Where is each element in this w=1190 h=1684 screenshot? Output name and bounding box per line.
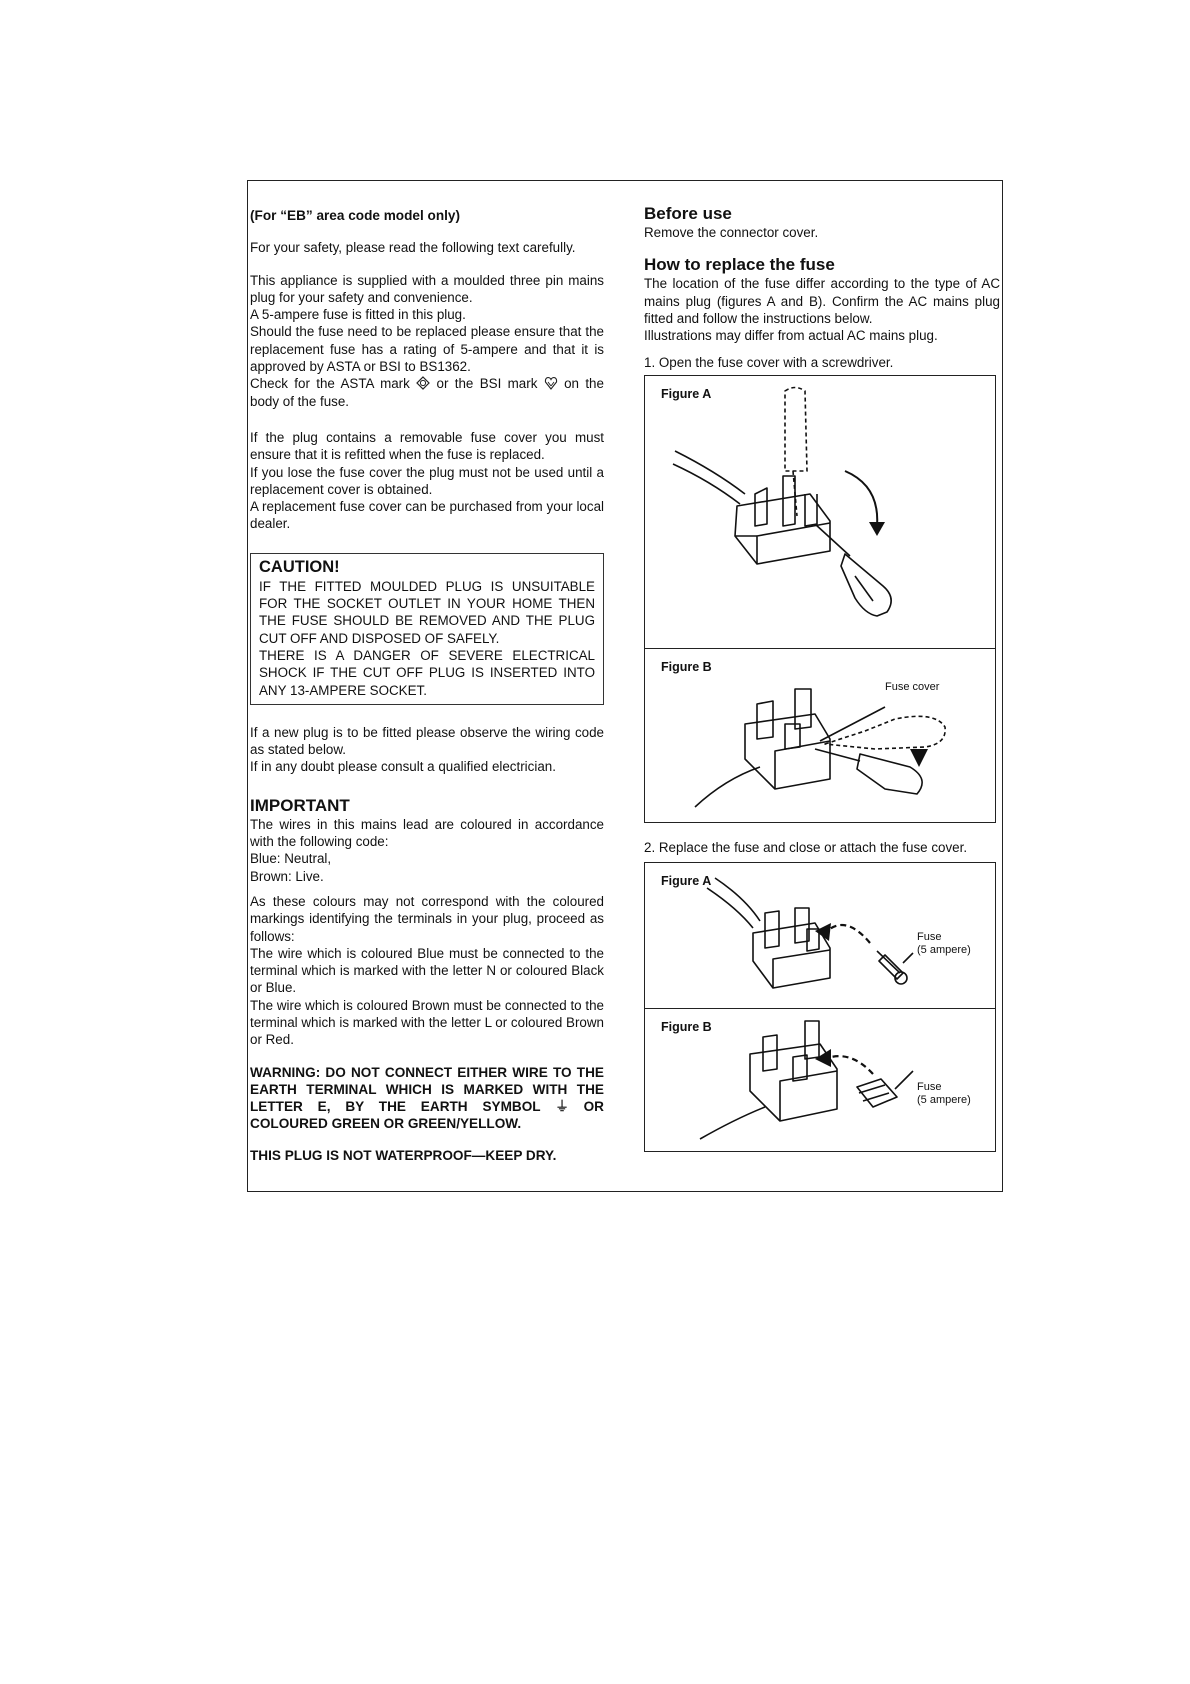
figure-a-label: Figure A [661, 386, 712, 401]
bsi-kitemark-icon [544, 376, 558, 390]
step-1: 1. Open the fuse cover with a screwdriver. [644, 355, 894, 371]
fuse-label-b: Fuse [917, 1081, 942, 1094]
howto-title: How to replace the fuse [644, 255, 835, 275]
blue-wire-info: The wire which is coloured Blue must be connected to the terminal which is marked with the letter N or coloured Black or Blue. [250, 945, 604, 996]
fuse-cover-info: If the plug contains a removable fuse cover you must ensure that it is refitted when the fuse is replaced. [250, 429, 604, 463]
terminal-info: As these colours may not correspond with the coloured markings identifying the terminals in your plug, proceed as follows: [250, 893, 604, 944]
fuse-replacement-info: Should the fuse need to be replaced please ensure that the replacement fuse has a rating of 5-ampere and that it is approved by ASTA or BSI to BS1362. [250, 324, 604, 375]
caution-text-1: IF THE FITTED MOULDED PLUG IS UNSUITABLE FOR THE SOCKET OUTLET IN YOUR HOME THEN THE FUSE SHOULD BE REMOVED AND THE PLUG CUT OFF AND DISPOSED OF SAFELY. [259, 578, 595, 646]
lost-cover-info: If you lose the fuse cover the plug must not be used until a replacement cover is obtained. [250, 464, 604, 497]
mark-check-text-b: or the BSI mark [436, 376, 538, 392]
before-use-text: Remove the connector cover. [644, 225, 819, 240]
important-title: IMPORTANT [250, 795, 350, 815]
step2-figure-a [645, 863, 995, 1009]
figure-b-label: Figure B [661, 659, 712, 674]
before-use-title: Before use [644, 204, 732, 223]
left-column [250, 207, 604, 1164]
mark-check-text-a: Check for the ASTA mark [250, 376, 410, 392]
step2-figure-box [644, 862, 996, 1152]
step2-figure-b [645, 1009, 995, 1152]
figure-b-label-2: Figure B [661, 1020, 712, 1035]
electrician-info: If in any doubt please consult a qualified electrician. [250, 759, 556, 775]
caution-text-2: THERE IS A DANGER OF SEVERE ELECTRICAL SHOCK IF THE CUT OFF PLUG IS INSERTED INTO ANY 13-AMPERE SOCKET. [259, 647, 595, 698]
step-2: 2. Replace the fuse and close or attach the fuse cover. [644, 839, 968, 855]
caution-title: CAUTION! [259, 557, 340, 576]
safety-intro: For your safety, please read the following text carefully. [250, 240, 576, 256]
fuse-rating-label-a: (5 ampere) [917, 944, 971, 957]
brown-wire-info: The wire which is coloured Brown must be connected to the terminal which is marked with the letter L or coloured Brown or Red. [250, 997, 604, 1048]
earth-warning-text-a: WARNING: DO NOT CONNECT EITHER WIRE TO THE EARTH TERMINAL WHICH IS MARKED WITH THE LETTER E, BY THE EARTH SYMBOL [250, 1064, 604, 1114]
mark-check-text-c: on the body of the fuse. [250, 376, 604, 409]
plug-info: This appliance is supplied with a moulded three pin mains plug for your safety and convenience. [250, 272, 604, 305]
wire-code-intro: The wires in this mains lead are coloured in accordance with the following code: [250, 816, 604, 850]
fuse-rating-info: A 5-ampere fuse is fitted in this plug. [250, 307, 466, 323]
right-column [644, 203, 1000, 1152]
earth-symbol-icon: ⏚ [555, 1098, 569, 1114]
step1-figure-box [644, 375, 996, 823]
wire-code-brown: Brown: Live. [250, 868, 324, 884]
fuse-replacement-b-icon [645, 1009, 995, 1152]
fuse-rating-label-b: (5 ampere) [917, 1094, 971, 1107]
area-code-note: (For “EB” area code model only) [250, 208, 460, 223]
illustration-note: Illustrations may differ from actual AC mains plug. [644, 328, 938, 344]
earth-warning [250, 1064, 604, 1132]
caution-box [250, 553, 604, 705]
mark-check [250, 375, 604, 410]
asta-mark-icon [416, 376, 430, 390]
step1-figure-a [645, 376, 995, 649]
plug-screwdriver-b-icon [645, 649, 995, 823]
step1-figure-b [645, 649, 995, 823]
plug-screwdriver-a-icon [645, 376, 995, 648]
fuse-replacement-a-icon [645, 863, 995, 1008]
fuse-cover-callout: Fuse cover [885, 680, 940, 693]
howto-text: The location of the fuse differ according to the type of AC mains plug (figures A and B). Confirm the AC mains plug fitted and follow the instructions below. [644, 276, 1000, 326]
wire-code-blue: Blue: Neutral, [250, 851, 332, 867]
figure-a-label-2: Figure A [661, 874, 712, 889]
page-frame [247, 180, 1003, 1192]
earth-warning-text-b: OR COLOURED GREEN OR GREEN/YELLOW. [250, 1098, 604, 1131]
fuse-label-a: Fuse [917, 931, 942, 944]
new-plug-info: If a new plug is to be fitted please observe the wiring code as stated below. [250, 724, 604, 758]
replacement-cover-info: A replacement fuse cover can be purchased from your local dealer. [250, 499, 604, 532]
waterproof-warning: THIS PLUG IS NOT WATERPROOF—KEEP DRY. [250, 1147, 557, 1163]
